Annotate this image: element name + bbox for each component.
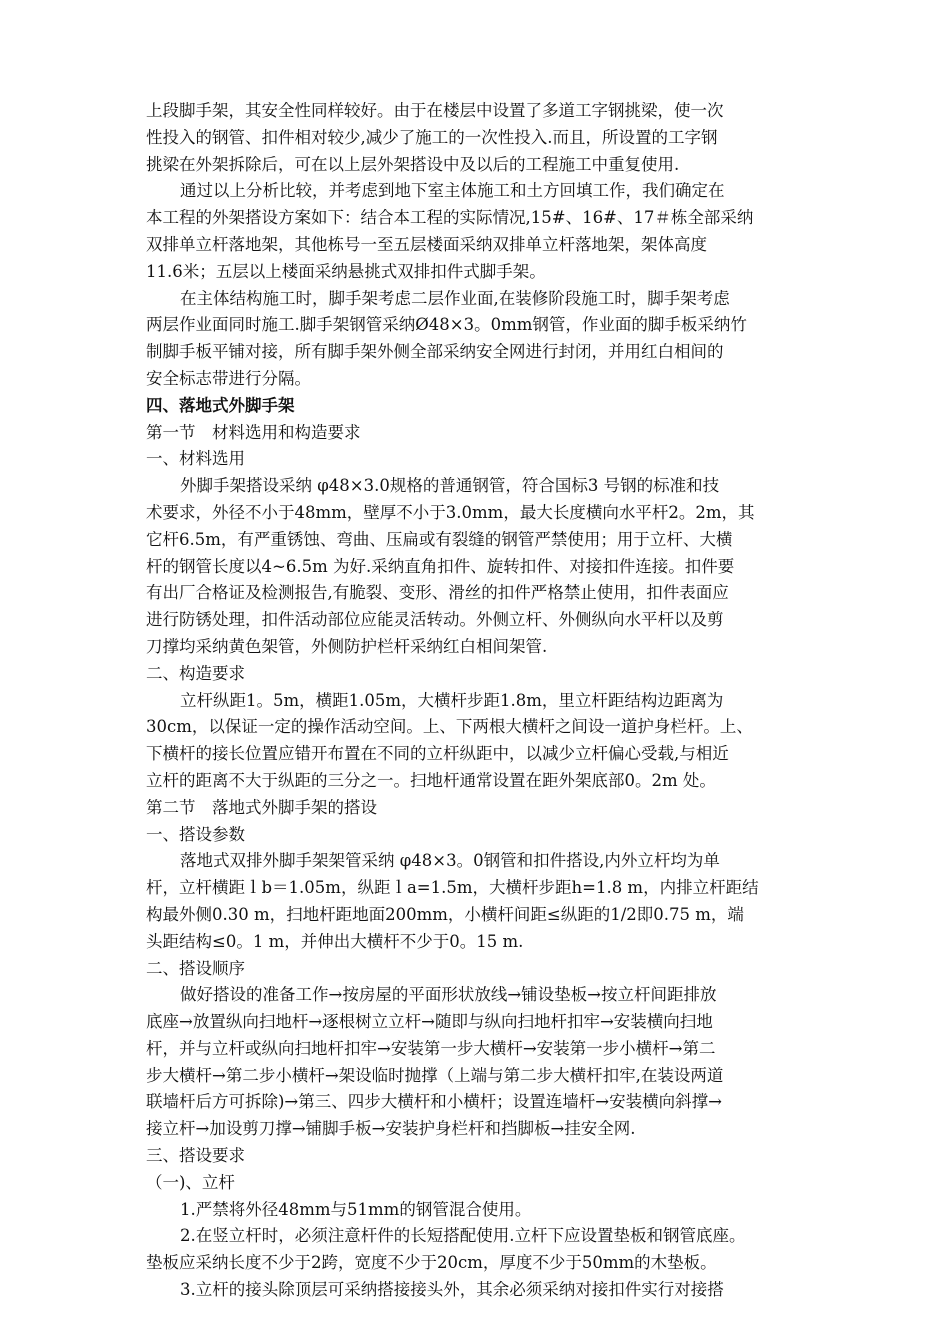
text-line: 制脚手板平铺对接，所有脚手架外侧全部采纳安全网进行封闭，并用红白相间的 bbox=[146, 342, 724, 362]
text-line: 刀撑均采纳黄色架管，外侧防护栏杆采纳红白相间架管. bbox=[146, 636, 548, 656]
text-line: 下横杆的接长位置应错开布置在不同的立杆纵距中，以减少立杆偏心受载,与相近 bbox=[146, 744, 729, 764]
text-line: 两层作业面同时施工.脚手架钢管采纳Ø48×3。0mm钢管，作业面的脚手板采纳竹 bbox=[146, 315, 747, 335]
text-line: 第二节 落地式外脚手架的搭设 bbox=[146, 797, 377, 817]
text-line: 安全标志带进行分隔。 bbox=[146, 368, 311, 388]
text-line: 一、搭设参数 bbox=[146, 824, 245, 844]
document-body bbox=[146, 98, 826, 1304]
text-line: 性投入的钢管、扣件相对较少,减少了施工的一次性投入.而且，所设置的工字钢 bbox=[146, 127, 718, 147]
text-line: 第一节 材料选用和构造要求 bbox=[146, 422, 361, 442]
text-line: 术要求，外径不小于48mm，壁厚不小于3.0mm，最大长度横向水平杆2。2m，其 bbox=[146, 502, 755, 522]
text-line: 三、搭设要求 bbox=[146, 1146, 245, 1166]
text-line: 二、构造要求 bbox=[146, 663, 245, 683]
text-line: 2.在竖立杆时，必须注意杆件的长短搭配使用.立杆下应设置垫板和钢管底座。 bbox=[180, 1226, 746, 1246]
text-line: 进行防锈处理，扣件活动部位应能灵活转动。外侧立杆、外侧纵向水平杆以及剪 bbox=[146, 610, 724, 630]
text-line: 外脚手架搭设采纳 φ48×3.0规格的普通钢管，符合国标3 号钢的标准和技 bbox=[180, 476, 720, 496]
text-line: 垫板应采纳长度不少于2跨，宽度不少于20cm，厚度不少于50mm的木垫板。 bbox=[146, 1253, 717, 1273]
text-line: 挑梁在外架拆除后，可在以上层外架搭设中及以后的工程施工中重复使用. bbox=[146, 154, 680, 174]
text-line: 3.立杆的接头除顶层可采纳搭接接头外，其余必须采纳对接扣件实行对接搭 bbox=[180, 1280, 724, 1300]
text-line: 步大横杆→第二步小横杆→架设临时抛撑（上端与第二步大横杆扣牢,在装设两道 bbox=[146, 1065, 724, 1085]
text-line: 二、搭设顺序 bbox=[146, 958, 245, 978]
text-line: 立杆纵距1。5m，横距1.05m，大横杆步距1.8m，里立杆距结构边距离为 bbox=[180, 690, 724, 710]
text-line: 杆，并与立杆或纵向扫地杆扣牢→安装第一步大横杆→安装第一步小横杆→第二 bbox=[146, 1038, 716, 1058]
text-line: 落地式双排外脚手架架管采纳 φ48×3。0钢管和扣件搭设,内外立杆均为单 bbox=[180, 851, 720, 871]
text-line: 通过以上分析比较，并考虑到地下室主体施工和土方回填工作，我们确定在 bbox=[180, 181, 725, 201]
text-line: 底座→放置纵向扫地杆→逐根树立立杆→随即与纵向扫地杆扣牢→安装横向扫地 bbox=[146, 1012, 713, 1032]
text-line: 杆的钢管长度以4~6.5m 为好.采纳直角扣件、旋转扣件、对接扣件连接。扣件要 bbox=[146, 556, 735, 576]
text-line: （一)、立杆 bbox=[146, 1172, 235, 1192]
text-line: 1.严禁将外径48mm与51mm的钢管混合使用。 bbox=[180, 1199, 532, 1219]
text-line: 它杆6.5m，有严重锈蚀、弯曲、压扁或有裂缝的钢管严禁使用；用于立杆、大横 bbox=[146, 529, 733, 549]
text-line: 在主体结构施工时，脚手架考虑二层作业面,在装修阶段施工时，脚手架考虑 bbox=[180, 288, 730, 308]
text-line: 接立杆→加设剪刀撑→铺脚手板→安装护身栏杆和挡脚板→挂安全网. bbox=[146, 1119, 636, 1139]
text-line: 本工程的外架搭设方案如下：结合本工程的实际情况,15#、16#、17＃栋全部采纳 bbox=[146, 208, 754, 228]
text-line: 双排单立杆落地架，其他栋号一至五层楼面采纳双排单立杆落地架，架体高度 bbox=[146, 234, 707, 254]
text-line: 联墙杆后方可拆除)→第三、四步大横杆和小横杆；设置连墙杆→安装横向斜撑→ bbox=[146, 1092, 722, 1112]
text-line: 头距结构≤0。1 m，并伸出大横杆不少于0。15 m. bbox=[146, 931, 524, 951]
text-line: 一、材料选用 bbox=[146, 449, 245, 469]
section-heading: 四、落地式外脚手架 bbox=[146, 395, 295, 415]
text-line: 立杆的距离不大于纵距的三分之一。扫地杆通常设置在距外架底部0。2m 处。 bbox=[146, 770, 716, 790]
text-line: 11.6米；五层以上楼面采纳悬挑式双排扣件式脚手架。 bbox=[146, 261, 546, 281]
text-line: 构最外侧0.30 m，扫地杆距地面200mm，小横杆间距≤纵距的1/2即0.75 m，端 bbox=[146, 904, 744, 924]
text-line: 上段脚手架，其安全性同样较好。由于在楼层中设置了多道工字钢挑梁，使一次 bbox=[146, 101, 724, 120]
text-line: 杆，立杆横距ｌb＝1.05m，纵距ｌa=1.5m，大横杆步距h=1.8 m，内排立杆距结 bbox=[146, 878, 759, 898]
text-line: 做好搭设的准备工作→按房屋的平面形状放线→铺设垫板→按立杆间距排放 bbox=[180, 985, 717, 1005]
text-line: 30cm，以保证一定的操作活动空间。上、下两根大横杆之间设一道护身栏杆。上、 bbox=[146, 717, 753, 737]
text-line: 有出厂合格证及检测报告,有脆裂、变形、滑丝的扣件严格禁止使用，扣件表面应 bbox=[146, 583, 729, 603]
